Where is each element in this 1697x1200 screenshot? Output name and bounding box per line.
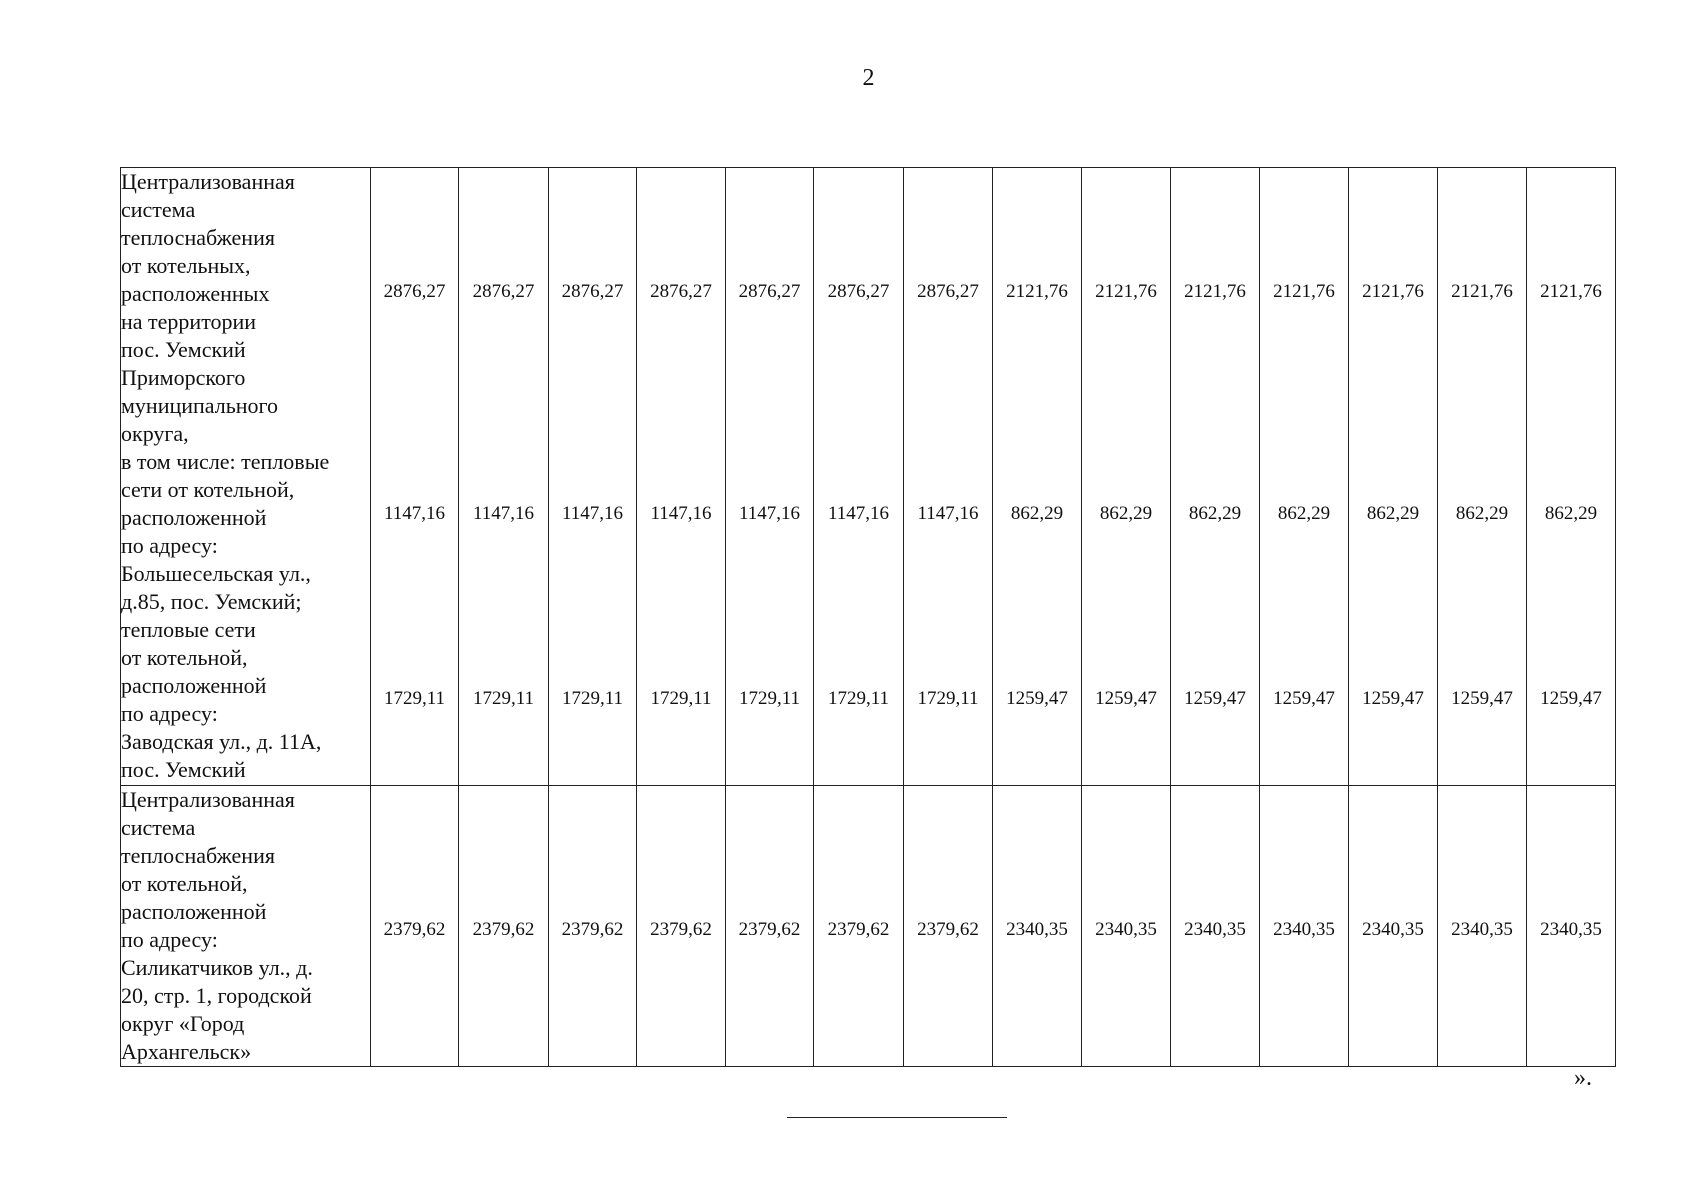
- description-line: от котельной,: [121, 645, 248, 670]
- description-line: Заводская ул., д. 11А,: [121, 729, 322, 754]
- tariff-value: 2876,27: [738, 281, 801, 302]
- tariff-cell: [549, 786, 637, 1067]
- tariff-value: 1729,11: [472, 688, 535, 709]
- description-line: теплоснабжения: [121, 843, 275, 868]
- tariff-value: 862,29: [1455, 503, 1509, 524]
- tariff-cell: [371, 168, 459, 786]
- tariff-value: 2876,27: [650, 281, 712, 302]
- tariff-value: 1729,11: [561, 688, 624, 709]
- tariff-cell: [904, 168, 993, 786]
- tariff-value: 1729,11: [738, 688, 801, 709]
- tariff-value: 2876,27: [472, 281, 535, 302]
- description-line: по адресу:: [121, 533, 218, 558]
- tariff-value: 1259,47: [1540, 688, 1602, 709]
- description-line: расположенной: [121, 673, 267, 698]
- tariff-cell: [637, 786, 726, 1067]
- description-line: система: [121, 815, 196, 840]
- description-line: пос. Уемский: [121, 757, 246, 782]
- description-line: пос. Уемский: [121, 337, 246, 362]
- tariff-cell: [1171, 786, 1260, 1067]
- tariff-cell: [1527, 786, 1616, 1067]
- description-line: в том числе: тепловые: [121, 449, 330, 474]
- tariff-value: 2121,76: [1451, 281, 1513, 302]
- tariff-value: 1147,16: [472, 503, 535, 524]
- tariff-value: 2340,35: [1006, 919, 1068, 940]
- tariff-value: 1147,16: [917, 503, 979, 524]
- tariff-cell: [371, 786, 459, 1067]
- description-line: на территории: [121, 309, 257, 334]
- tariff-cell: [814, 786, 904, 1067]
- tariff-cell: [1082, 168, 1171, 786]
- tariff-value: 2121,76: [1273, 281, 1335, 302]
- tariff-value: 2121,76: [1540, 281, 1602, 302]
- tariff-value: 2876,27: [383, 281, 446, 302]
- description-line: муниципального: [121, 393, 279, 418]
- tariff-cell: [726, 786, 814, 1067]
- tariff-value: 2379,62: [383, 919, 446, 940]
- tariff-value: 1259,47: [1451, 688, 1513, 709]
- signature-line: [787, 1117, 1007, 1118]
- tariff-value: 862,29: [1366, 503, 1420, 524]
- tariff-value: 2340,35: [1184, 919, 1246, 940]
- tariff-value: 1259,47: [1184, 688, 1246, 709]
- closing-quote-mark: ».: [1574, 1065, 1592, 1091]
- tariff-value: 2121,76: [1006, 281, 1068, 302]
- tariff-cell: [637, 168, 726, 786]
- tariff-cell: [1082, 786, 1171, 1067]
- description-line: Архангельск»: [121, 1039, 252, 1064]
- tariff-cell: [1527, 168, 1616, 786]
- tariff-value: 1259,47: [1273, 688, 1335, 709]
- tariff-cell: [993, 168, 1082, 786]
- tariff-cell: [1438, 786, 1527, 1067]
- tariff-cell: [993, 786, 1082, 1067]
- tariff-cell: [1438, 168, 1527, 786]
- description-line: округ «Город: [121, 1011, 245, 1036]
- description-line: сети от котельной,: [121, 477, 295, 502]
- description-line: Централизованная: [121, 169, 295, 194]
- table-body: [121, 168, 1616, 1067]
- description-line: от котельной,: [121, 871, 248, 896]
- tariff-cell: [1349, 786, 1438, 1067]
- tariff-cell: [1171, 168, 1260, 786]
- tariff-value: 1729,11: [650, 688, 712, 709]
- description-line: Централизованная: [121, 787, 295, 812]
- description-line: от котельных,: [121, 253, 251, 278]
- description-line: расположенной: [121, 899, 267, 924]
- description-line: расположенных: [121, 281, 270, 306]
- tariff-value: 862,29: [1188, 503, 1242, 524]
- tariff-value: 2121,76: [1184, 281, 1246, 302]
- tariff-cell: [549, 168, 637, 786]
- tariff-value: 1147,16: [738, 503, 801, 524]
- page-number: 2: [862, 65, 875, 91]
- tariff-value: 2876,27: [917, 281, 979, 302]
- tariff-value: 1147,16: [561, 503, 624, 524]
- tariff-value: 862,29: [1099, 503, 1153, 524]
- tariff-value: 2340,35: [1451, 919, 1513, 940]
- row-description: [121, 786, 371, 1067]
- tariff-value: 2876,27: [561, 281, 624, 302]
- tariff-value: 1259,47: [1362, 688, 1424, 709]
- tariff-value: 2379,62: [827, 919, 890, 940]
- table-row: [121, 168, 1616, 786]
- tariff-value: 2379,62: [472, 919, 535, 940]
- tariff-value: 1147,16: [827, 503, 890, 524]
- tariff-value: 1147,16: [650, 503, 712, 524]
- tariff-value: 2340,35: [1273, 919, 1335, 940]
- description-line: 20, стр. 1, городской: [121, 983, 312, 1008]
- tariff-value: 1729,11: [827, 688, 890, 709]
- tariff-value: 1729,11: [383, 688, 446, 709]
- description-line: д.85, пос. Уемский;: [121, 589, 302, 614]
- tariff-cell: [459, 168, 549, 786]
- description-line: по адресу:: [121, 701, 218, 726]
- tariff-cell: [1260, 786, 1349, 1067]
- tariff-cell: [814, 168, 904, 786]
- tariff-cell: [726, 168, 814, 786]
- tariff-value: 2876,27: [827, 281, 890, 302]
- description-line: Приморского: [121, 365, 246, 390]
- description-line: расположенной: [121, 505, 267, 530]
- description-line: Силикатчиков ул., д.: [121, 955, 313, 980]
- description-line: округа,: [121, 421, 189, 446]
- tariff-value: 2379,62: [738, 919, 801, 940]
- tariff-value: 2379,62: [650, 919, 712, 940]
- tariff-value: 1729,11: [917, 688, 979, 709]
- table-row: [121, 786, 1616, 1067]
- description-line: по адресу:: [121, 927, 218, 952]
- tariff-value: 2340,35: [1362, 919, 1424, 940]
- tariff-value: 862,29: [1277, 503, 1331, 524]
- tariff-value: 862,29: [1544, 503, 1598, 524]
- tariff-table: [120, 167, 1616, 1067]
- tariff-value: 2121,76: [1362, 281, 1424, 302]
- tariff-value: 2340,35: [1540, 919, 1602, 940]
- tariff-value: 1259,47: [1006, 688, 1068, 709]
- description-line: теплоснабжения: [121, 225, 275, 250]
- tariff-value: 2340,35: [1095, 919, 1157, 940]
- tariff-value: 862,29: [1010, 503, 1064, 524]
- tariff-cell: [1260, 168, 1349, 786]
- tariff-value: 2121,76: [1095, 281, 1157, 302]
- tariff-value: 2379,62: [917, 919, 979, 940]
- description-line: система: [121, 197, 196, 222]
- description-line: Большесельская ул.,: [121, 561, 311, 586]
- tariff-value: 1259,47: [1095, 688, 1157, 709]
- description-line: тепловые сети: [121, 617, 256, 642]
- tariff-cell: [1349, 168, 1438, 786]
- tariff-value: 1147,16: [383, 503, 446, 524]
- tariff-cell: [904, 786, 993, 1067]
- row-description: [121, 168, 371, 786]
- tariff-value: 2379,62: [561, 919, 624, 940]
- tariff-cell: [459, 786, 549, 1067]
